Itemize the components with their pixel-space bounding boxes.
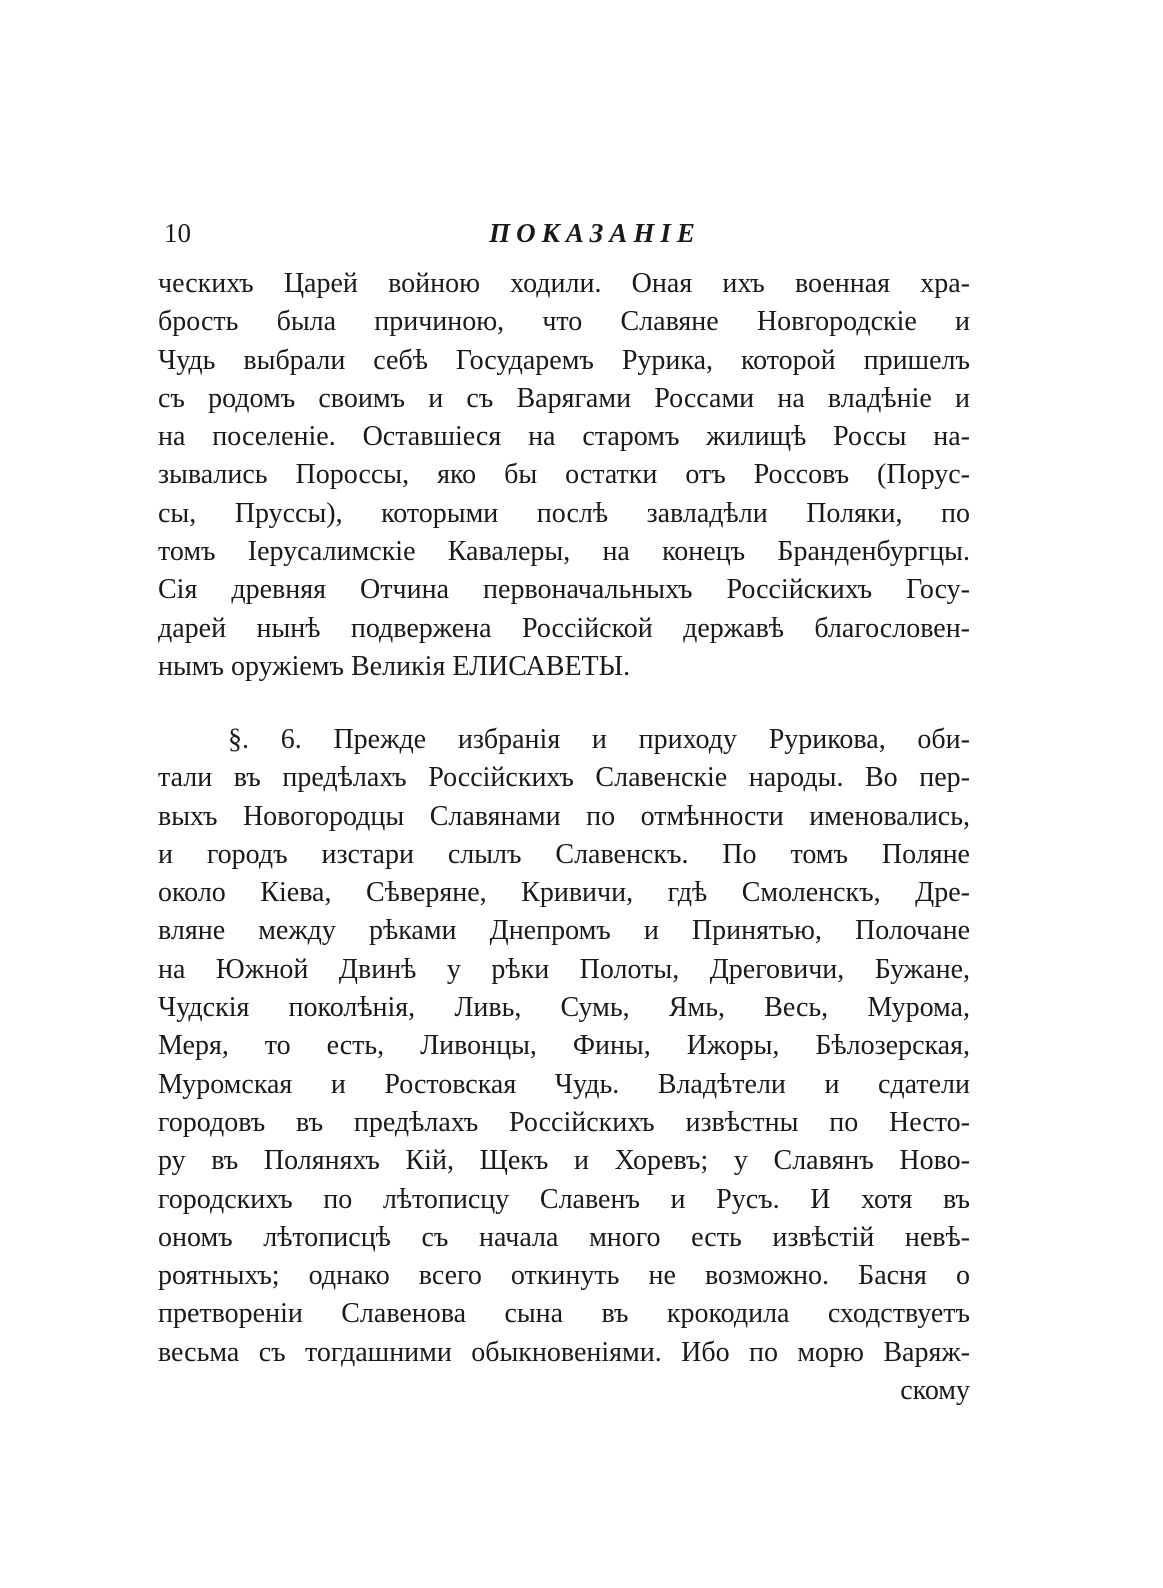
text-line: и городъ изстари слылъ Славенскъ. По томъ Поляне	[158, 838, 970, 870]
text-line: ру въ Поляняхъ Кiй, Щекъ и Хоревъ; у Славянъ Ново-	[158, 1145, 970, 1177]
text-line: весьма съ тогдашними обыкновенiями. Ибо по морю Варяж-	[158, 1336, 970, 1368]
text-line: на Южной Двинѣ у рѣки Полоты, Дреговичи, Бужане,	[158, 953, 970, 985]
text-line: городовъ въ предѣлахъ Россiйскихъ извѣстны по Несто-	[158, 1106, 970, 1138]
text-line: Сiя древняя Отчина первоначальныхъ Россiйскихъ Госу-	[158, 574, 970, 606]
text-line: зывались Пороссы, яко бы остатки отъ Россовъ (Порус-	[158, 459, 970, 491]
text-line: дарей нынѣ подвержена Россiйской державѣ благословен-	[158, 612, 970, 644]
text-line: §. 6. Прежде избранiя и приходу Рурикова, оби-	[228, 724, 970, 755]
text-line: брость была причиною, что Славяне Новгородскiе и	[158, 306, 970, 338]
text-line: около Кiева, Сѣверяне, Кривичи, гдѣ Смоленскъ, Дре-	[158, 877, 970, 909]
text-line: нымъ оружiемъ Великiя ЕЛИСАВЕТЫ.	[158, 650, 631, 682]
text-line: выхъ Новогородцы Славянами по отмѣнности именовались,	[158, 800, 970, 832]
paragraph-section-6	[158, 721, 970, 1410]
text-line: Меря, то есть, Ливонцы, Фины, Ижоры, Бѣлозерская,	[158, 1030, 970, 1062]
text-line: ономъ лѣтописцѣ съ начала много есть извѣстiй невѣ-	[158, 1221, 970, 1253]
catchword: скому	[900, 1375, 970, 1407]
text-line: ческихъ Царей войною ходили. Оная ихъ военная хра-	[158, 268, 970, 299]
text-line: сы, Пруссы), которыми послѣ завладѣли Поляки, по	[158, 497, 970, 529]
text-line: тали въ предѣлахъ Россiйскихъ Славенскiе народы. Во пер-	[158, 762, 970, 794]
text-line: томъ Iерусалимскiе Кавалеры, на конецъ Бранденбургцы.	[158, 536, 970, 568]
text-line: на поселенiе. Оставшiеся на старомъ жилищѣ Россы на-	[158, 421, 970, 453]
text-line: съ родомъ своимъ и съ Варягами Россами на владѣнiе и	[158, 382, 970, 414]
text-line: роятныхъ; однако всего откинуть не возможно. Басня о	[158, 1260, 970, 1292]
page-header	[160, 218, 970, 258]
paragraph-continued	[158, 265, 970, 686]
text-line: городскихъ по лѣтописцу Славенъ и Русъ. И хотя въ	[158, 1183, 970, 1215]
page-number: 10	[164, 218, 191, 248]
text-line: вляне между рѣками Днепромъ и Принятью, Полочане	[158, 915, 970, 947]
text-line: Чудскiя поколѣнiя, Ливь, Сумь, Ямь, Весь, Мурома,	[158, 992, 970, 1024]
text-line: Чудь выбрали себѣ Государемъ Рурика, которой пришелъ	[158, 344, 970, 376]
running-title: ПОКАЗАНIЕ	[489, 218, 701, 248]
text-line: Муромская и Ростовская Чудь. Владѣтели и сдатели	[158, 1068, 970, 1100]
text-line: претворенiи Славенова сына въ крокодила сходствуетъ	[158, 1298, 970, 1330]
